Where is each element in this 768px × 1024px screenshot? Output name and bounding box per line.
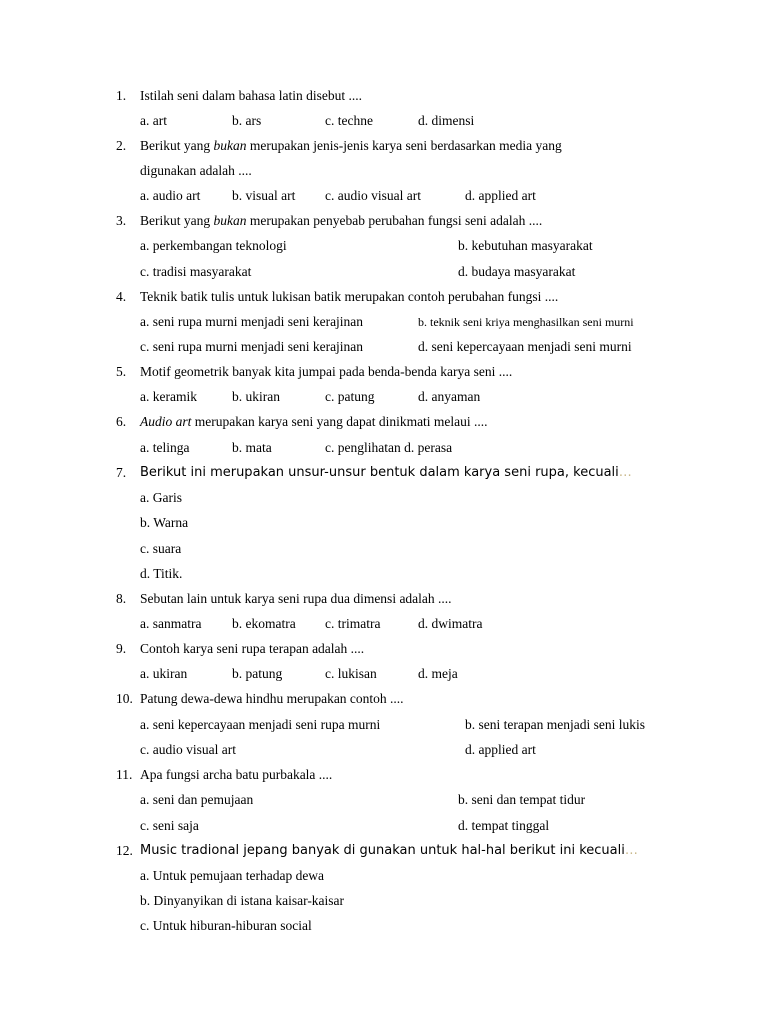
question-text: Motif geometrik banyak kita jumpai pada benda-benda karya seni .... (140, 364, 513, 379)
option-d: d. anyaman (418, 389, 481, 404)
option-c: c. lukisan (325, 666, 377, 681)
option-d: d. budaya masyarakat (458, 264, 576, 279)
option-c: c. seni rupa murni menjadi seni kerajinan (140, 339, 364, 354)
question-number: 8. (116, 591, 127, 606)
question-text-continued: digunakan adalah .... (140, 163, 252, 178)
question-text: Contoh karya seni rupa terapan adalah .... (140, 641, 365, 656)
option-b: b. kebutuhan masyarakat (458, 238, 593, 253)
ellipsis: … (624, 843, 638, 858)
question-number: 9. (116, 641, 127, 656)
option-d: d. Titik. (140, 566, 183, 581)
option-a: a. art (140, 113, 167, 128)
option-a: a. keramik (140, 389, 197, 404)
question-number: 12. (116, 843, 133, 858)
question-text: Apa fungsi archa batu purbakala .... (140, 767, 333, 782)
option-a: a. telinga (140, 440, 190, 455)
question-text: Sebutan lain untuk karya seni rupa dua dimensi adalah .... (140, 591, 452, 606)
option-c: c. Untuk hiburan-hiburan social (140, 918, 312, 933)
ellipsis: … (618, 465, 632, 480)
option-d: d. tempat tinggal (458, 818, 550, 833)
option-a: a. ukiran (140, 666, 188, 681)
option-b: b. ukiran (232, 389, 280, 404)
option-a: a. seni rupa murni menjadi seni kerajinan (140, 314, 364, 329)
question-text: Berikut yang bukan merupakan jenis-jenis karya seni berdasarkan media yang (140, 138, 562, 153)
option-d: d. dwimatra (418, 616, 483, 631)
option-b: b. teknik seni kriya menghasilkan seni murni (418, 315, 634, 329)
question-number: 1. (116, 88, 127, 103)
option-c: c. techne (325, 113, 373, 128)
option-d: d. applied art (465, 188, 536, 203)
option-d: d. applied art (465, 742, 536, 757)
option-c: c. tradisi masyarakat (140, 264, 252, 279)
option-c-d: c. penglihatan d. perasa (325, 440, 453, 455)
option-c: c. trimatra (325, 616, 381, 631)
option-a: a. Untuk pemujaan terhadap dewa (140, 868, 325, 883)
question-text: Istilah seni dalam bahasa latin disebut .... (140, 88, 362, 103)
option-c: c. patung (325, 389, 375, 404)
question-number: 7. (116, 465, 127, 480)
option-b: b. Warna (140, 515, 189, 530)
option-c: c. audio visual art (140, 742, 236, 757)
option-a: a. perkembangan teknologi (140, 238, 287, 253)
question-text: Berikut yang bukan merupakan penyebab perubahan fungsi seni adalah .... (140, 213, 543, 228)
question-text: Teknik batik tulis untuk lukisan batik merupakan contoh perubahan fungsi .... (140, 289, 559, 304)
question-text: Berikut ini merupakan unsur-unsur bentuk dalam karya seni rupa, kecuali… (140, 465, 632, 480)
option-b: b. seni dan tempat tidur (458, 792, 586, 807)
question-number: 3. (116, 213, 127, 228)
question-number: 10. (116, 691, 133, 706)
question-number: 6. (116, 414, 127, 429)
option-b: b. seni terapan menjadi seni lukis (465, 717, 645, 732)
option-d: d. seni kepercayaan menjadi seni murni (418, 339, 632, 354)
option-d: d. meja (418, 666, 458, 681)
option-b: b. ekomatra (232, 616, 296, 631)
option-a: a. seni kepercayaan menjadi seni rupa murni (140, 717, 381, 732)
option-a: a. seni dan pemujaan (140, 792, 254, 807)
question-text: Patung dewa-dewa hindhu merupakan contoh .... (140, 691, 404, 706)
question-number: 2. (116, 138, 127, 153)
option-b: b. ars (232, 113, 262, 128)
option-a: a. sanmatra (140, 616, 202, 631)
option-a: a. Garis (140, 490, 182, 505)
option-a: a. audio art (140, 188, 201, 203)
option-c: c. audio visual art (325, 188, 421, 203)
option-b: b. Dinyanyikan di istana kaisar-kaisar (140, 893, 345, 908)
question-number: 4. (116, 289, 127, 304)
option-b: b. patung (232, 666, 283, 681)
option-b: b. mata (232, 440, 272, 455)
option-b: b. visual art (232, 188, 296, 203)
option-c: c. seni saja (140, 818, 199, 833)
question-text: Audio art merupakan karya seni yang dapat dinikmati melaui .... (140, 414, 488, 429)
question-text: Music tradional jepang banyak di gunakan untuk hal-hal berikut ini kecuali… (140, 843, 638, 858)
question-number: 5. (116, 364, 127, 379)
question-number: 11. (116, 767, 133, 782)
option-d: d. dimensi (418, 113, 475, 128)
option-c: c. suara (140, 541, 182, 556)
